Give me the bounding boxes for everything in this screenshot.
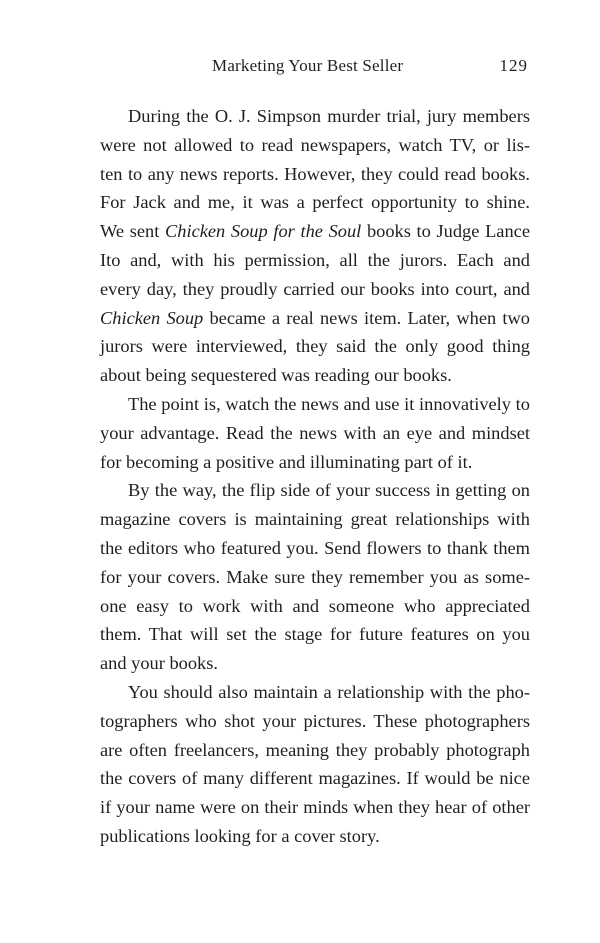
text-line: one easy to work with and someone who appreciated bbox=[100, 595, 530, 616]
text-line: For Jack and me, it was a perfect opportunity to shine. bbox=[100, 192, 530, 213]
page-number: 129 bbox=[499, 56, 528, 75]
text-line: and your books. bbox=[100, 653, 218, 674]
running-head bbox=[100, 56, 530, 80]
text-line: the editors who featured you. Send flowers to thank them bbox=[100, 537, 530, 558]
text-line: You should also maintain a relationship with the pho- bbox=[128, 681, 530, 702]
text-line: ten to any news reports. However, they could read books. bbox=[100, 163, 530, 184]
paragraph bbox=[100, 390, 530, 476]
text-line: if your name were on their minds when they hear of other bbox=[100, 797, 530, 818]
text-line: tographers who shot your pictures. These photographers bbox=[100, 710, 530, 731]
text-run: We sent bbox=[100, 221, 165, 242]
text-line: every day, they proudly carried our books into court, and bbox=[100, 278, 530, 299]
text-line: the covers of many different magazines. If would be nice bbox=[100, 768, 530, 789]
running-title: Marketing Your Best Seller bbox=[212, 56, 404, 75]
text-line: magazine covers is maintaining great relationships with bbox=[100, 509, 530, 530]
text-line: The point is, watch the news and use it innovatively to bbox=[128, 393, 530, 414]
body-text bbox=[100, 102, 530, 851]
text-line bbox=[100, 217, 530, 246]
text-line: were not allowed to read newspapers, watch TV, or lis- bbox=[100, 134, 530, 155]
text-run: became a real news item. Later, when two bbox=[203, 307, 530, 328]
text-run: books to Judge Lance bbox=[361, 221, 530, 242]
text-line: publications looking for a cover story. bbox=[100, 825, 380, 846]
text-line: them. That will set the stage for future features on you bbox=[100, 624, 530, 645]
text-line: about being sequestered was reading our books. bbox=[100, 365, 452, 386]
text-line: for becoming a positive and illuminating part of it. bbox=[100, 451, 473, 472]
text-line: are often freelancers, meaning they probably photograph bbox=[100, 739, 530, 760]
book-title-italic: Chicken Soup bbox=[100, 307, 204, 328]
text-line: By the way, the flip side of your success in getting on bbox=[128, 480, 530, 501]
text-line bbox=[100, 304, 530, 333]
text-line: for your covers. Make sure they remember you as some- bbox=[100, 566, 530, 587]
text-line: your advantage. Read the news with an eye and mindset bbox=[100, 422, 530, 443]
text-line: jurors were interviewed, they said the only good thing bbox=[100, 336, 530, 357]
paragraph bbox=[100, 678, 530, 851]
text-line: Ito and, with his permission, all the jurors. Each and bbox=[100, 249, 530, 270]
paragraph bbox=[100, 102, 530, 390]
paragraph bbox=[100, 476, 530, 678]
book-title-italic: Chicken Soup for the Soul bbox=[165, 221, 362, 242]
text-line: During the O. J. Simpson murder trial, jury members bbox=[128, 106, 530, 126]
